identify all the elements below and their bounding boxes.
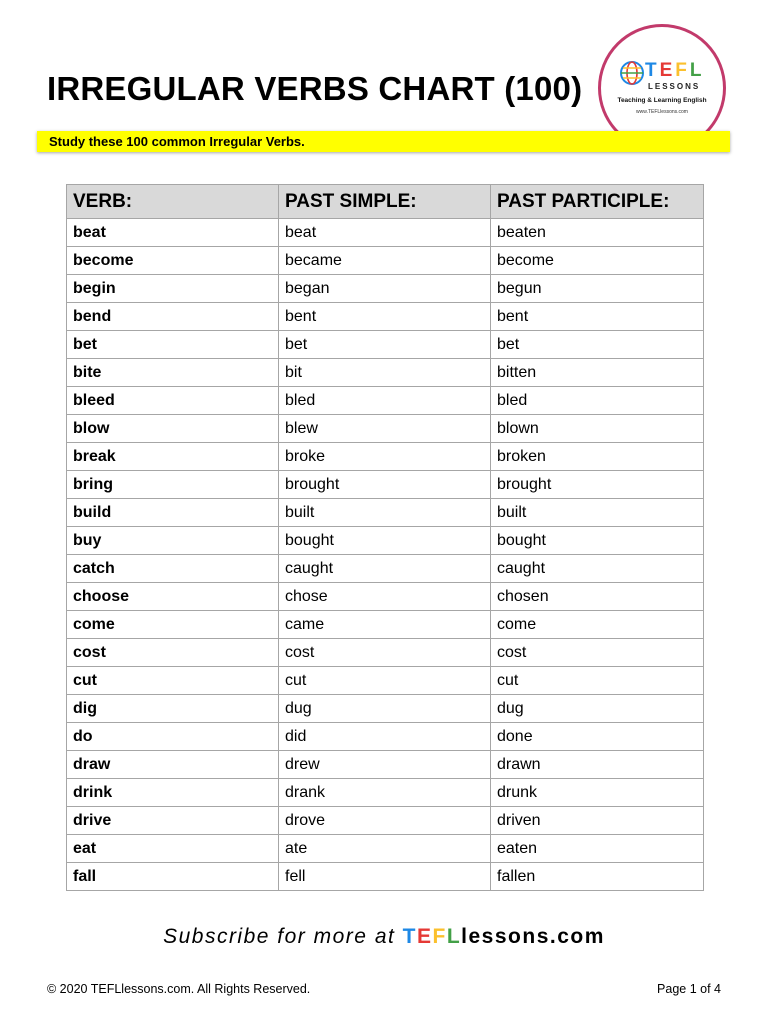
verb-cell: buy (67, 527, 279, 555)
table-row (67, 779, 704, 807)
verb-cell: eat (67, 835, 279, 863)
table-row (67, 723, 704, 751)
past-participle-cell: bent (491, 303, 704, 331)
verb-cell: bite (67, 359, 279, 387)
table-header-row (67, 185, 704, 219)
past-simple-cell: dug (279, 695, 491, 723)
verb-cell: do (67, 723, 279, 751)
table-row (67, 471, 704, 499)
table-row (67, 583, 704, 611)
past-participle-cell: bled (491, 387, 704, 415)
past-participle-cell: drawn (491, 751, 704, 779)
verb-cell: bleed (67, 387, 279, 415)
past-simple-cell: drank (279, 779, 491, 807)
past-simple-cell: began (279, 275, 491, 303)
table-row (67, 863, 704, 891)
verb-cell: come (67, 611, 279, 639)
past-participle-cell: fallen (491, 863, 704, 891)
past-simple-cell: cut (279, 667, 491, 695)
table-row (67, 387, 704, 415)
verb-cell: bring (67, 471, 279, 499)
past-participle-cell: cost (491, 639, 704, 667)
past-simple-cell: did (279, 723, 491, 751)
table-row (67, 219, 704, 247)
table-body (67, 219, 704, 891)
logo-tagline: Teaching & Learning English (617, 97, 707, 104)
table-row (67, 667, 704, 695)
past-simple-cell: bit (279, 359, 491, 387)
verb-cell: drive (67, 807, 279, 835)
past-simple-cell: chose (279, 583, 491, 611)
past-simple-cell: built (279, 499, 491, 527)
past-participle-cell: driven (491, 807, 704, 835)
past-participle-cell: built (491, 499, 704, 527)
page-title: IRREGULAR VERBS CHART (100) (47, 70, 583, 107)
past-simple-cell: became (279, 247, 491, 275)
verb-cell: bend (67, 303, 279, 331)
past-simple-cell: cost (279, 639, 491, 667)
past-participle-cell: come (491, 611, 704, 639)
past-participle-cell: blown (491, 415, 704, 443)
table-row (67, 443, 704, 471)
verb-cell: draw (67, 751, 279, 779)
table-row (67, 359, 704, 387)
globe-icon (619, 60, 645, 86)
instruction-banner (37, 131, 730, 152)
header-past-simple: PAST SIMPLE: (279, 185, 491, 219)
table-row (67, 807, 704, 835)
past-participle-cell: eaten (491, 835, 704, 863)
logo-url: www.TEFLlessons.com (636, 109, 688, 115)
table-row (67, 639, 704, 667)
table-row (67, 835, 704, 863)
past-participle-cell: bet (491, 331, 704, 359)
subscribe-text: Subscribe for more at (163, 925, 403, 948)
header-past-participle: PAST PARTICIPLE: (491, 185, 704, 219)
irregular-verbs-table (66, 184, 704, 891)
verb-cell: dig (67, 695, 279, 723)
table-row (67, 611, 704, 639)
past-participle-cell: bitten (491, 359, 704, 387)
logo-subtitle: LESSONS (648, 82, 701, 91)
verb-cell: become (67, 247, 279, 275)
table-row (67, 555, 704, 583)
past-participle-cell: become (491, 247, 704, 275)
past-participle-cell: begun (491, 275, 704, 303)
past-participle-cell: broken (491, 443, 704, 471)
verb-cell: begin (67, 275, 279, 303)
page-number: Page 1 of 4 (657, 982, 721, 996)
past-participle-cell: beaten (491, 219, 704, 247)
table-row (67, 331, 704, 359)
table-row (67, 275, 704, 303)
past-simple-cell: bent (279, 303, 491, 331)
table-row (67, 751, 704, 779)
table-row (67, 247, 704, 275)
past-participle-cell: drunk (491, 779, 704, 807)
subscribe-line (0, 925, 768, 949)
past-simple-cell: bought (279, 527, 491, 555)
verb-cell: blow (67, 415, 279, 443)
verb-cell: catch (67, 555, 279, 583)
site-link[interactable]: TEFLlessons.com (402, 925, 605, 948)
past-participle-cell: cut (491, 667, 704, 695)
past-participle-cell: done (491, 723, 704, 751)
table-row (67, 499, 704, 527)
copyright-text: © 2020 TEFLlessons.com. All Rights Reserved. (47, 982, 311, 996)
past-simple-cell: beat (279, 219, 491, 247)
verb-cell: beat (67, 219, 279, 247)
verb-cell: drink (67, 779, 279, 807)
verb-cell: cost (67, 639, 279, 667)
banner-text: Study these 100 common Irregular Verbs. (49, 134, 305, 149)
past-simple-cell: fell (279, 863, 491, 891)
table-row (67, 415, 704, 443)
table-row (67, 303, 704, 331)
verb-cell: break (67, 443, 279, 471)
past-simple-cell: caught (279, 555, 491, 583)
past-participle-cell: caught (491, 555, 704, 583)
past-participle-cell: dug (491, 695, 704, 723)
verb-cell: bet (67, 331, 279, 359)
past-participle-cell: bought (491, 527, 704, 555)
past-simple-cell: ate (279, 835, 491, 863)
past-simple-cell: came (279, 611, 491, 639)
past-participle-cell: chosen (491, 583, 704, 611)
verb-cell: cut (67, 667, 279, 695)
past-simple-cell: bet (279, 331, 491, 359)
past-simple-cell: blew (279, 415, 491, 443)
past-simple-cell: broke (279, 443, 491, 471)
table-row (67, 527, 704, 555)
past-simple-cell: brought (279, 471, 491, 499)
table-row (67, 695, 704, 723)
verb-cell: build (67, 499, 279, 527)
verb-cell: fall (67, 863, 279, 891)
past-simple-cell: drew (279, 751, 491, 779)
verb-cell: choose (67, 583, 279, 611)
past-simple-cell: bled (279, 387, 491, 415)
past-participle-cell: brought (491, 471, 704, 499)
past-simple-cell: drove (279, 807, 491, 835)
header-verb: VERB: (67, 185, 279, 219)
logo-brand: TEFL (645, 60, 705, 81)
